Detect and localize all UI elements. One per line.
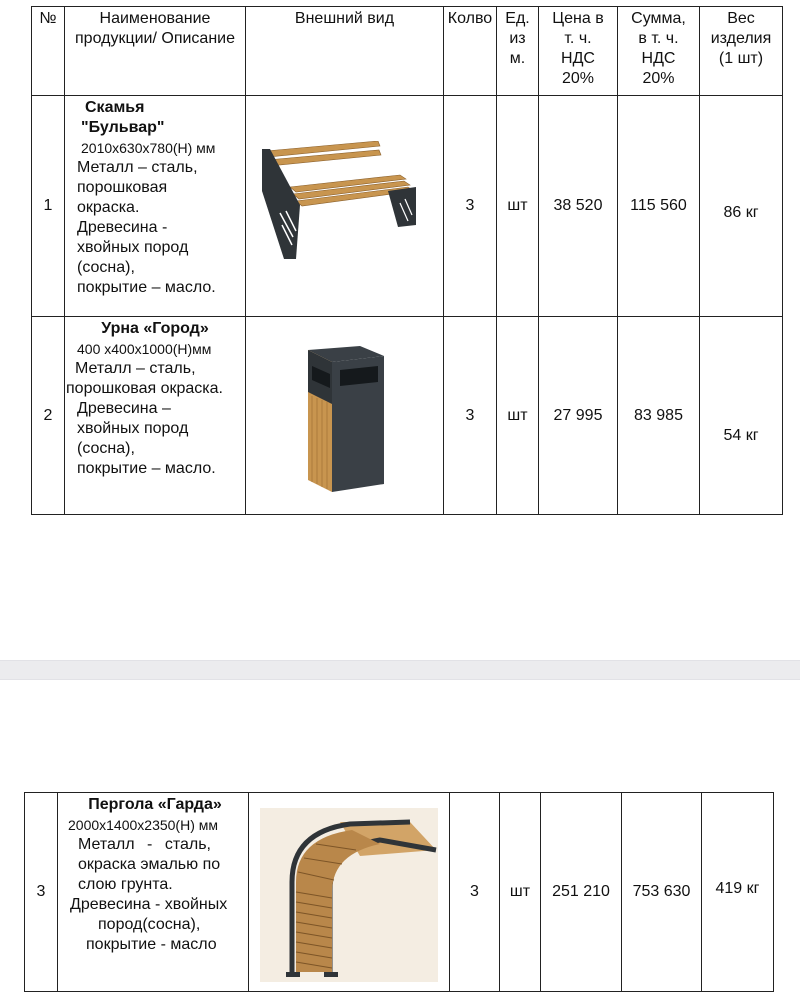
header-unit (497, 6, 539, 96)
header-price-line4: 20% (561, 70, 595, 87)
row3-title: Пергола «Гарда» (88, 796, 222, 813)
row2-price (539, 317, 618, 515)
header-num (31, 6, 65, 96)
header-qty (444, 6, 497, 96)
header-weight-line3: (1 шт) (718, 50, 764, 67)
row3-description (58, 792, 249, 992)
row1-desc-line4: Древесина - (77, 219, 168, 236)
row1-qty-text: 3 (465, 197, 475, 214)
row2-dimensions: 400 х400х1000(Н)мм (77, 341, 212, 357)
row3-price-text: 251 210 (552, 883, 610, 900)
row3-desc-line1: Металл - сталь, (78, 836, 211, 853)
row1-image-cell (246, 96, 444, 317)
header-weight-line1: Вес (727, 10, 755, 27)
row1-weight (700, 96, 783, 317)
row1-sum (618, 96, 700, 317)
row1-price (539, 96, 618, 317)
header-name (65, 6, 246, 96)
row2-desc-line4: хвойных пород (77, 420, 189, 437)
row3-price (541, 792, 622, 992)
row1-desc-line7: покрытие – масло. (77, 279, 216, 296)
row2-weight (700, 317, 783, 515)
row3-desc-line5: пород(сосна), (98, 916, 201, 933)
row3-desc-line2: окраска эмалью по (78, 856, 221, 873)
row1-title-line2: "Бульвар" (81, 119, 165, 136)
header-sum-line1: Сумма, (631, 10, 686, 27)
row1-sum-text: 115 560 (630, 197, 687, 214)
row3-desc-line6: покрытие - масло (86, 936, 217, 953)
header-price-line2: т. ч. (564, 30, 592, 47)
row3-sum-text: 753 630 (632, 883, 691, 900)
row3-image-cell (249, 792, 450, 992)
row3-desc-line4: Древесина - хвойных (70, 896, 228, 913)
header-price-line1: Цена в (552, 10, 604, 27)
row2-weight-text: 54 кг (723, 426, 759, 444)
header-price-line3: НДС (561, 50, 595, 67)
row1-unit-text: шт (507, 197, 528, 214)
row3-dimensions: 2000х1400х2350(Н) мм (68, 817, 219, 833)
row1-dimensions: 2010х630х780(Н) мм (81, 140, 216, 156)
row1-desc-line1: Металл – сталь, (77, 159, 198, 176)
row1-num-text: 1 (43, 197, 53, 214)
row2-desc-line6: покрытие – масло. (77, 460, 216, 477)
row3-qty-text: 3 (470, 883, 479, 900)
row1-weight-text: 86 кг (723, 204, 759, 221)
row1-num (31, 96, 65, 317)
row3-unit-text: шт (509, 883, 531, 900)
row3-weight-text: 419 кг (715, 880, 760, 897)
header-name-line2: продукции/ Описание (75, 30, 235, 47)
header-price (539, 6, 618, 96)
row2-price-text: 27 995 (553, 406, 603, 424)
row1-desc-line3: окраска. (77, 199, 140, 216)
row2-image-cell (246, 317, 444, 515)
row2-num-text: 2 (43, 406, 53, 424)
page-separator (0, 660, 800, 680)
row1-unit (497, 96, 539, 317)
row3-num-text: 3 (36, 883, 46, 900)
header-qty-text: Колво (447, 10, 493, 27)
row1-desc-line2: порошковая (77, 179, 168, 196)
row2-desc-line1: Металл – сталь, (75, 360, 196, 377)
row2-sum (618, 317, 700, 515)
row2-qty (444, 317, 497, 515)
header-unit-line1: Ед. (505, 10, 530, 27)
header-weight-line2: изделия (710, 30, 772, 47)
row2-desc-line2: порошковая окраска. (66, 380, 223, 397)
header-view (246, 6, 444, 96)
header-view-text: Внешний вид (294, 10, 395, 27)
row3-desc-line3: слою грунта. (78, 876, 173, 893)
header-unit-line2: из (509, 30, 526, 47)
bench-image (260, 141, 430, 271)
row3-unit (500, 792, 541, 992)
row2-unit-text: шт (507, 406, 528, 424)
pergola-image (260, 802, 438, 982)
row3-num (24, 792, 58, 992)
row1-description (65, 96, 246, 317)
row1-title-line1: Скамья (85, 99, 145, 116)
header-sum-line2: в т. ч. (638, 30, 679, 47)
row1-qty (444, 96, 497, 317)
row2-num (31, 317, 65, 515)
header-name-line1: Наименование (99, 10, 211, 27)
row3-weight (702, 792, 774, 992)
row2-unit (497, 317, 539, 515)
row1-price-text: 38 520 (553, 197, 603, 214)
header-weight (700, 6, 783, 96)
row2-description (65, 317, 246, 515)
row2-qty-text: 3 (465, 406, 475, 424)
urn-image (300, 336, 390, 496)
row2-desc-line3: Древесина – (77, 400, 171, 417)
row2-sum-text: 83 985 (634, 406, 683, 424)
header-unit-line3: м. (509, 50, 526, 67)
header-sum (618, 6, 700, 96)
row1-desc-line5: хвойных пород (77, 239, 189, 256)
row2-title: Урна «Город» (101, 320, 209, 337)
row1-desc-line6: (сосна), (77, 259, 135, 276)
header-num-text: № (39, 10, 57, 27)
row3-qty (450, 792, 500, 992)
row3-sum (622, 792, 702, 992)
header-sum-line4: 20% (642, 70, 675, 87)
row2-desc-line5: (сосна), (77, 440, 135, 457)
document-page-2 (0, 680, 800, 985)
header-sum-line3: НДС (641, 50, 676, 67)
